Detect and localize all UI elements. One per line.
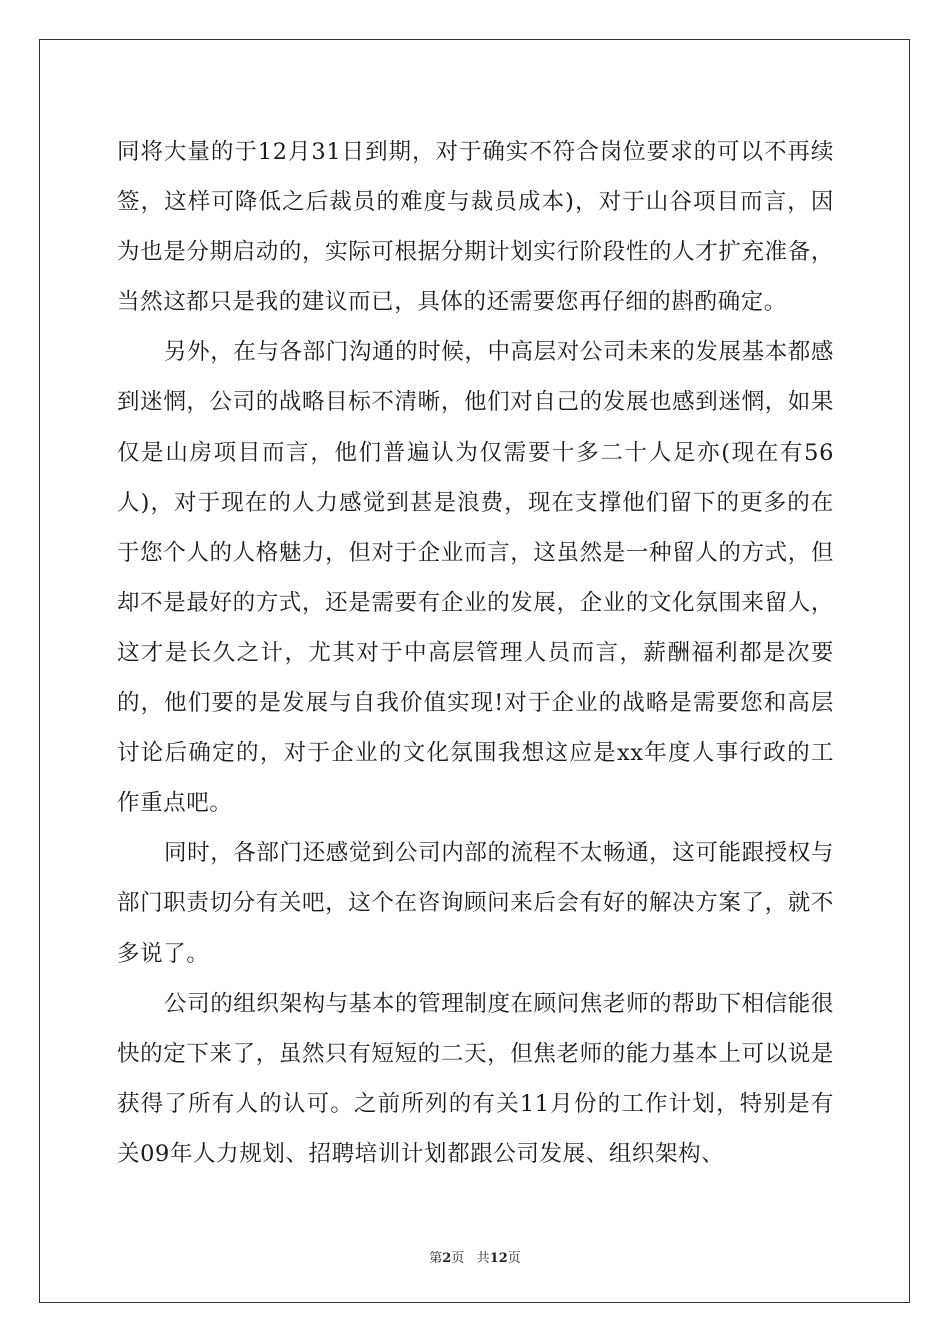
footer-total-prefix: 共	[476, 1251, 490, 1266]
paragraph-3: 同时，各部门还感觉到公司内部的流程不太畅通，这可能跟授权与部门职责切分有关吧，这个在咨询顾问来后会有好的解决方案了，就不多说了。	[117, 840, 834, 967]
footer-current-page: 2	[442, 1251, 452, 1266]
footer-page-prefix: 第	[429, 1251, 443, 1266]
paragraph-1: 同将大量的于12月31日到期，对于确实不符合岗位要求的可以不再续签，这样可降低之后裁员的难度与裁员成本)，对于山谷项目而言，因为也是分期启动的，实际可根据分期计划实行阶段性的人才扩充准备，当然这都只是我的建议而已，具体的还需要您再仔细的斟酌确定。	[117, 139, 834, 316]
paragraph-2: 另外，在与各部门沟通的时候，中高层对公司未来的发展基本都感到迷惘，公司的战略目标不清晰，他们对自己的发展也感到迷惘，如果仅是山房项目而言，他们普遍认为仅需要十多二十人足亦(现在有56人)，对于现在的人力感觉到甚是浪费，现在支撑他们留下的更多的在于您个人的人格魅力，但对于企业而言，这虽然是一种留人的方式，但却不是最好的方式，还是需要有企业的发展，企业的文化氛围来留人，这才是长久之计，尤其对于中高层管理人员而言，薪酬福利都是次要的，他们要的是发展与自我价值实现!对于企业的战略是需要您和高层讨论后确定的，对于企业的文化氛围我想这应是xx年度人事行政的工作重点吧。	[117, 339, 834, 817]
document-body	[117, 127, 834, 1179]
page-footer	[0, 1247, 950, 1266]
footer-page-suffix: 页	[451, 1251, 465, 1266]
footer-total-suffix: 页	[507, 1251, 521, 1266]
paragraph-4: 公司的组织架构与基本的管理制度在顾问焦老师的帮助下相信能很快的定下来了，虽然只有短短的二天，但焦老师的能力基本上可以说是获得了所有人的认可。之前所列的有关11月份的工作计划，特别是有关09年人力规划、招聘培训计划都跟公司发展、组织架构、	[117, 990, 834, 1167]
footer-total-pages: 12	[489, 1251, 508, 1266]
